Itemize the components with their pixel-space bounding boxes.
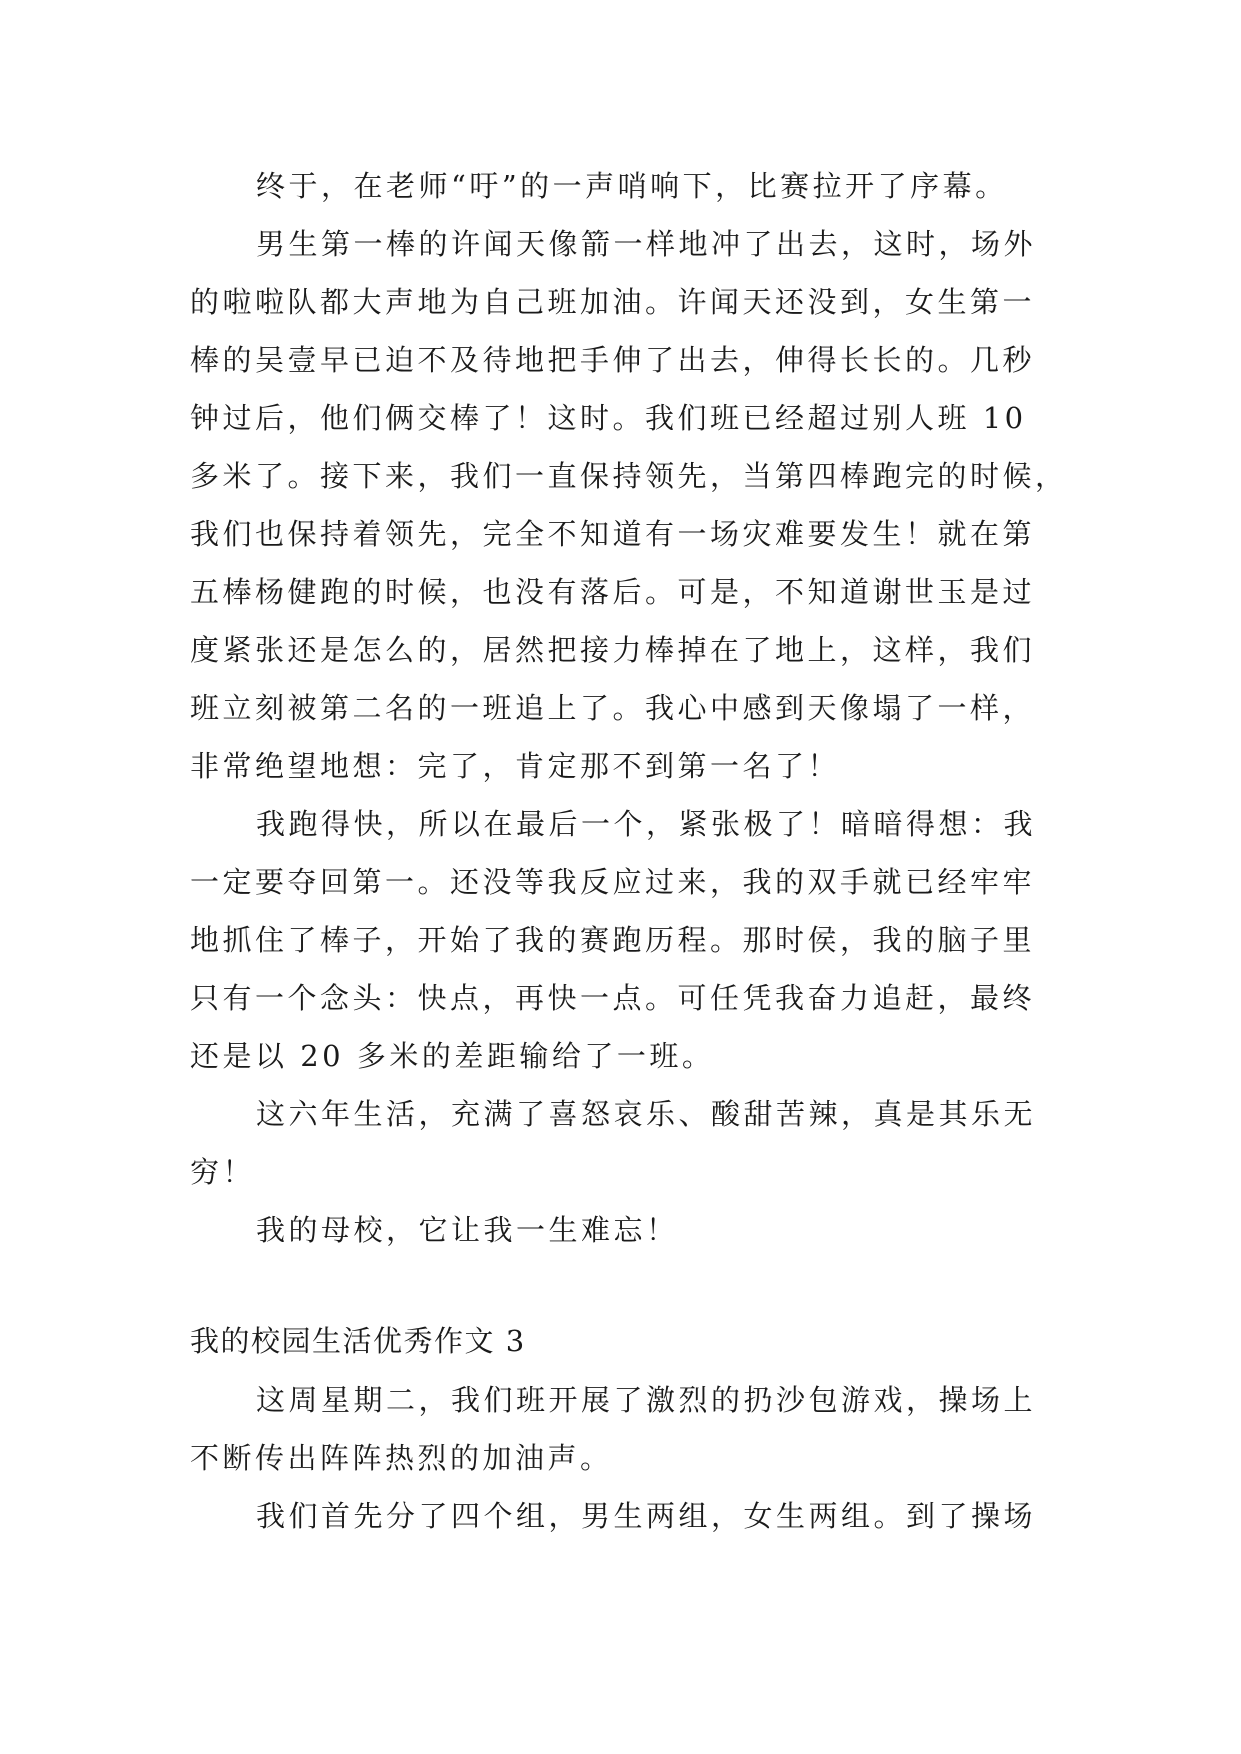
paragraph-line: 钟过后，他们俩交棒了！这时。我们班已经超过别人班 10 xyxy=(190,401,1027,435)
paragraph-line: 只有一个念头：快点，再快一点。可任凭我奋力追赶，最终 xyxy=(190,981,1036,1015)
section-heading: 我的校园生活优秀作文 3 xyxy=(190,1324,526,1358)
paragraph-line: 班立刻被第二名的一班追上了。我心中感到天像塌了一样， xyxy=(190,691,1036,725)
paragraph-line: 穷！ xyxy=(190,1155,256,1189)
paragraph-line: 我们也保持着领先，完全不知道有一场灾难要发生！就在第 xyxy=(190,517,1036,551)
paragraph-line: 棒的吴壹早已迫不及待地把手伸了出去，伸得长长的。几秒 xyxy=(190,343,1036,377)
paragraph-line: 这六年生活，充满了喜怒哀乐、酸甜苦辣，真是其乐无 xyxy=(256,1097,1037,1131)
paragraph-line: 一定要夺回第一。还没等我反应过来，我的双手就已经牢牢 xyxy=(190,865,1036,899)
paragraph-line: 还是以 20 多米的差距输给了一班。 xyxy=(190,1039,715,1073)
paragraph-line: 终于，在老师“吁”的一声哨响下，比赛拉开了序幕。 xyxy=(256,169,1008,203)
paragraph-line: 这周星期二，我们班开展了激烈的扔沙包游戏，操场上 xyxy=(256,1383,1037,1417)
paragraph-line: 五棒杨健跑的时候，也没有落后。可是，不知道谢世玉是过 xyxy=(190,575,1036,609)
paragraph-line: 我跑得快，所以在最后一个，紧张极了！暗暗得想：我 xyxy=(256,807,1037,841)
paragraph-line: 我们首先分了四个组，男生两组，女生两组。到了操场 xyxy=(256,1499,1037,1533)
paragraph-line: 的啦啦队都大声地为自己班加油。许闻天还没到，女生第一 xyxy=(190,285,1036,319)
paragraph-line: 多米了。接下来，我们一直保持领先，当第四棒跑完的时候， xyxy=(190,459,1068,493)
paragraph-line: 地抓住了棒子，开始了我的赛跑历程。那时侯，我的脑子里 xyxy=(190,923,1036,957)
paragraph-line: 非常绝望地想：完了，肯定那不到第一名了！ xyxy=(190,749,841,783)
paragraph-line: 我的母校，它让我一生难忘！ xyxy=(256,1213,679,1247)
paragraph-line: 男生第一棒的许闻天像箭一样地冲了出去，这时，场外 xyxy=(256,227,1037,261)
paragraph-line: 度紧张还是怎么的，居然把接力棒掉在了地上，这样，我们 xyxy=(190,633,1036,667)
paragraph-line: 不断传出阵阵热烈的加油声。 xyxy=(190,1441,613,1475)
